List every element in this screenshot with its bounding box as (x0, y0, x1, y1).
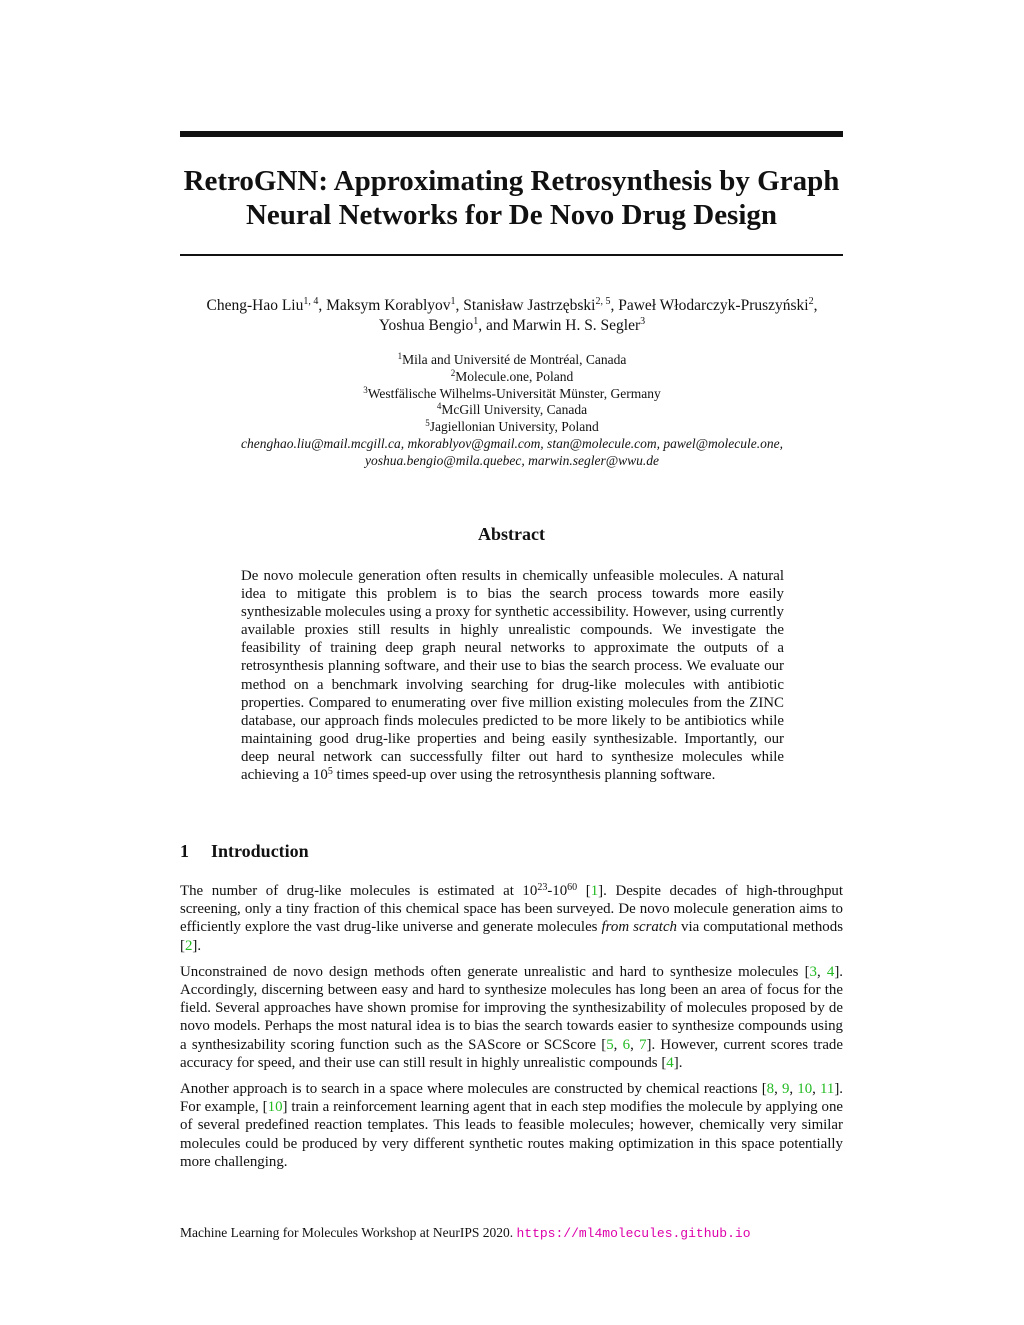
text-run: ] train a reinforcement learning agent that in each step modifies the molecule by applying one of several predefined reaction templates. This leads to feasible molecules; however, chemically very similar molecules could be produced by very different synthetic routes making optimization in this space potentially more challenging. (180, 1099, 844, 1170)
text-run: , (812, 1081, 820, 1098)
text-run: via computational methods [ (180, 919, 843, 954)
introduction-body (180, 882, 843, 1179)
affiliation-sup: 4 (436, 401, 442, 412)
abstract-text: De novo molecule generation often results in chemically unfeasible molecules. A natural idea to mitigate this problem is to bias the search process towards more easily synthesizable molecules using a proxy for synthetic accessibility. However, using currently available proxies still results in highly unrealistic compounds. We investigate the feasibility of training deep graph neural networks to approximate the outputs of a retrosynthesis planning software, and their use to bias the search process. We evaluate our method on a benchmark involving searching for drug-like molecules with antibiotic properties. Compared to enumerating over five million existing molecules from the ZINC database, our approach finds molecules predicted to be more likely to be antibiotics while maintaining good drug-like properties and being easily synthesizable. Importantly, our deep neural network can successfully filter out hard to synthesize molecules while achieving a 10 (241, 568, 784, 784)
text-run: Unconstrained de novo design methods often generate unrealistic and hard to synthesize molecules [ (180, 963, 810, 980)
author-name: Marwin H. S. Segler (512, 317, 641, 334)
author-affil-sup: 1, 4 (303, 296, 319, 307)
citation-link[interactable]: 3 (809, 963, 817, 980)
affiliation-item (150, 352, 874, 369)
author-line-2: Yoshua Bengio$^1$, and Marwin H. S. Segler$^3$ (378, 316, 646, 334)
text-run: -10 (547, 883, 568, 899)
paragraph (180, 963, 843, 1072)
affiliation-list (150, 352, 874, 470)
title-line-2: Neural Networks for De Novo Drug Design (245, 199, 778, 231)
text-run: Another approach is to search in a space where molecules are constructed by chemical reactions [ (180, 1081, 767, 1098)
author-conjunction: and (486, 317, 509, 334)
citation-link[interactable]: 6 (622, 1036, 631, 1053)
citation-link[interactable]: 7 (639, 1036, 647, 1053)
citation-link[interactable]: 10 (797, 1081, 813, 1098)
citation-link[interactable]: 1 (590, 883, 599, 899)
affiliation-sup: 5 (425, 418, 430, 429)
exponent: 23 (537, 882, 548, 893)
citation-link[interactable]: 10 (267, 1099, 283, 1116)
citation-link[interactable]: 2 (184, 937, 193, 954)
affiliation-text: Jagiellonian University, Poland (429, 419, 599, 435)
author-affil-sup: 1 (450, 296, 456, 307)
author-affil-sup: 2 (808, 296, 814, 307)
section-heading (180, 841, 309, 862)
text-run: ]. However, current scores trade accuracy for speed, and their use can still result in highly unrealistic compounds [ (180, 1036, 843, 1071)
citation-link[interactable]: 4 (826, 963, 835, 980)
affiliation-item (150, 419, 874, 436)
text-run: , (613, 1036, 623, 1053)
author-name: Yoshua Bengio (378, 317, 474, 334)
citation-link[interactable]: 4 (666, 1054, 674, 1071)
text-run: , (817, 963, 827, 980)
title-rule-top (180, 131, 843, 137)
title-line-1: RetroGNN: Approximating Retrosynthesis by Graph (183, 165, 840, 197)
text-run: ]. For example, [ (180, 1081, 844, 1116)
affiliation-text: Mila and Université de Montréal, Canada (402, 352, 627, 367)
citation-link[interactable]: 8 (766, 1081, 775, 1098)
author-line-1: Cheng-Hao Liu$^{1, 4}$, Maksym Korablyov$^1$, Stanisław Jastrzębski$^{2, 5}$, Paweł Włodarczyk-Pruszyński$^2$, (206, 296, 818, 314)
paragraph (180, 1080, 843, 1171)
email-line-2: yoshua.bengio@mila.quebec, marwin.segler@wwu.de (364, 452, 660, 468)
affiliation-item (150, 386, 874, 403)
citation-link[interactable]: 5 (606, 1036, 614, 1053)
text-run: ]. Despite decades of high-throughput screening, only a tiny fraction of this chemical space has been surveyed. De novo molecule generation aims to efficiently explore the vast drug-like universe and generate molecules (180, 883, 843, 936)
text-run: The number of drug-like molecules is estimated at 10 (180, 883, 538, 899)
footer-text: Machine Learning for Molecules Workshop at NeurIPS 2020. (180, 1225, 514, 1240)
text-run: , (774, 1081, 782, 1098)
abstract-heading: Abstract (478, 524, 545, 544)
emphasis: from scratch (601, 919, 677, 936)
author-list (150, 296, 874, 336)
affiliation-item (150, 369, 874, 386)
section-title: Introduction (211, 841, 309, 861)
affiliation-text: McGill University, Canada (441, 402, 588, 418)
text-run: [ (577, 883, 591, 899)
affiliation-text: Westfälische Wilhelms-Universität Münster, Germany (367, 385, 661, 401)
paper-title (180, 164, 843, 232)
affiliation-sup: 1 (397, 351, 403, 361)
author-name: Maksym Korablyov (326, 297, 451, 314)
text-run: , (789, 1081, 798, 1098)
paragraph (180, 882, 843, 955)
email-line-1: chenghao.liu@mail.mcgill.ca, mkorablyov@gmail.com, stan@molecule.com, pawel@molecule.one, (241, 435, 783, 451)
author-affil-sup: 1 (473, 316, 479, 327)
section-number: 1 (180, 841, 189, 861)
author-affil-sup: 2, 5 (595, 296, 611, 307)
text-run: ]. (192, 937, 202, 954)
author-affil-sup: 3 (640, 316, 646, 327)
citation-link[interactable]: 11 (819, 1081, 835, 1098)
author-name: Stanisław Jastrzębski (463, 297, 596, 314)
abstract-text-end: times speed-up over using the retrosynthesis planning software. (332, 767, 716, 784)
affiliation-text: Molecule.one, Poland (455, 368, 574, 384)
author-name: Cheng-Hao Liu (206, 297, 304, 314)
title-rule-bottom (180, 254, 843, 256)
affiliation-sup: 2 (450, 367, 456, 378)
affiliation-sup: 3 (363, 384, 368, 395)
author-name: Paweł Włodarczyk-Pruszyński (618, 297, 809, 314)
citation-link[interactable]: 9 (781, 1081, 790, 1098)
text-run: ]. Accordingly, discerning between easy and hard to synthesize molecules has long been an area of focus for the field. Several approaches have shown promise for improving the synthesizability of molecules proposed by de novo models. Perhaps the most natural idea is to bias the search towards easier to synthesize compounds using a synthesizability scoring function such as the SAScore or SCScore [ (180, 963, 843, 1053)
affiliation-item (150, 402, 874, 419)
abstract-exponent: 5 (327, 766, 333, 778)
abstract-body (241, 567, 784, 784)
page-footer (180, 1225, 751, 1241)
text-run: ]. (673, 1054, 683, 1071)
text-run: , (630, 1036, 640, 1053)
footer-url-link[interactable]: https://ml4molecules.github.io (516, 1226, 751, 1241)
exponent: 60 (567, 882, 578, 893)
